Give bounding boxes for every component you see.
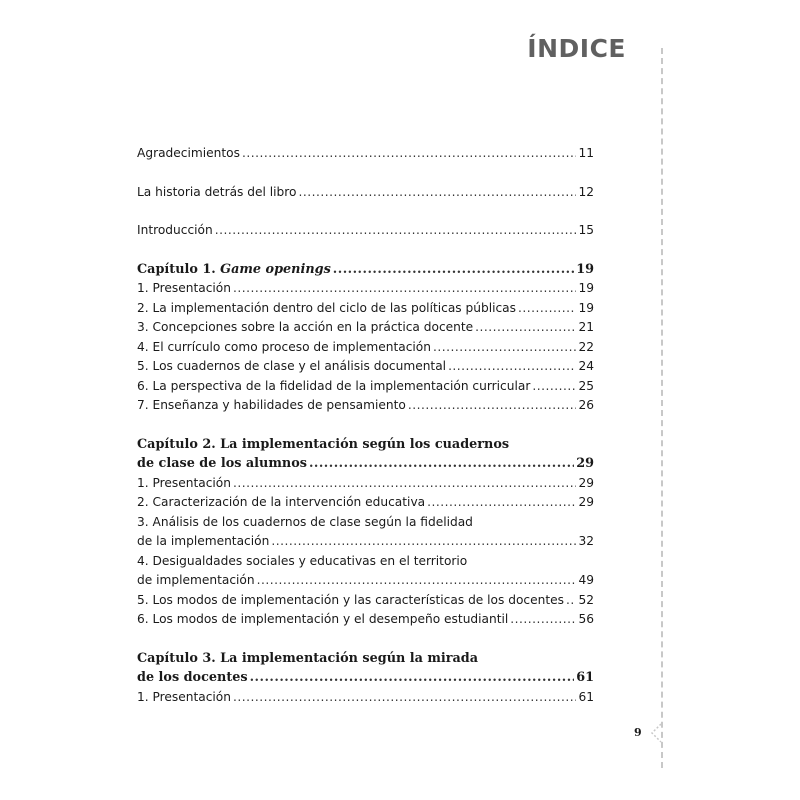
toc-entry-title: 1. Presentación (137, 475, 231, 490)
toc-leader-dots (233, 690, 577, 704)
toc-entry[interactable] (137, 573, 594, 593)
toc-entry[interactable] (137, 398, 594, 418)
chapter-title: Game openings (220, 261, 331, 277)
toc-entry-page: 52 (578, 592, 594, 607)
toc-chapter-2-line1: Capítulo 2. La implementación según los cuadernos (137, 436, 510, 452)
toc-entry[interactable] (137, 495, 594, 515)
toc-entry-page: 32 (578, 534, 594, 548)
toc-entry-page: 29 (578, 495, 594, 509)
toc-entry-page: 19 (578, 281, 594, 295)
toc-entry-page: 49 (578, 573, 594, 587)
page-edge-notch-icon (650, 723, 662, 743)
toc-entry-page: 25 (578, 378, 594, 393)
toc-leader-dots (433, 340, 576, 354)
toc-leader-dots (215, 223, 577, 237)
page-title: ÍNDICE (527, 34, 626, 63)
toc-entry-title: de implementación (137, 573, 255, 587)
chapter-title: de los docentes (137, 670, 248, 685)
table-of-contents (137, 146, 594, 709)
toc-entry-page: 24 (578, 359, 594, 373)
toc-chapter-1[interactable] (137, 262, 594, 282)
toc-entry[interactable] (137, 379, 594, 399)
toc-entry[interactable] (137, 320, 594, 340)
toc-entry-title: La historia detrás del libro (137, 184, 297, 199)
toc-entry[interactable] (137, 281, 594, 301)
toc-entry[interactable] (137, 534, 594, 554)
toc-entry[interactable] (137, 690, 594, 710)
toc-entry-page: 61 (576, 670, 594, 685)
toc-leader-dots (475, 320, 576, 334)
toc-entry-page: 19 (578, 300, 594, 315)
toc-entry[interactable] (137, 301, 594, 321)
toc-entry[interactable] (137, 359, 594, 379)
toc-entry-title: 5. Los modos de implementación y las características de los docentes (137, 592, 564, 607)
toc-entry-line1: 4. Desigualdades sociales y educativas en el territorio (137, 553, 468, 568)
toc-leader-dots (271, 534, 576, 548)
toc-entry-title: 5. Los cuadernos de clase y el análisis documental (137, 359, 447, 373)
toc-leader-dots (408, 398, 577, 412)
toc-leader-dots (299, 185, 577, 199)
toc-entry-page: 29 (576, 456, 594, 471)
toc-entry-line1: 3. Análisis de los cuadernos de clase según la fidelidad (137, 514, 473, 529)
page-number: 9 (634, 726, 642, 739)
toc-entry-title: 1. Presentación (137, 281, 231, 295)
toc-entry[interactable] (137, 593, 594, 613)
toc-entry-page: 22 (578, 339, 594, 354)
toc-leader-dots (233, 281, 577, 295)
toc-entry-page: 56 (578, 612, 594, 626)
toc-leader-dots (233, 476, 577, 490)
toc-leader-dots (427, 495, 576, 509)
toc-entry-page: 61 (578, 689, 594, 704)
toc-entry-page: 19 (576, 261, 594, 277)
toc-entry-page: 15 (578, 223, 594, 237)
toc-entry-title: Agradecimientos (137, 146, 240, 160)
toc-entry-page: 21 (578, 320, 594, 334)
toc-leader-dots (257, 573, 577, 587)
toc-leader-dots (518, 301, 576, 315)
toc-chapter-3[interactable] (137, 670, 594, 690)
chapter-prefix: Capítulo 1. (137, 261, 221, 277)
toc-entry[interactable] (137, 612, 594, 632)
toc-leader-dots (532, 379, 576, 393)
toc-entry-agradecimientos[interactable] (137, 146, 594, 166)
toc-leader-dots (510, 612, 576, 626)
toc-entry-introduccion[interactable] (137, 223, 594, 243)
toc-entry-page: 26 (578, 398, 594, 412)
toc-entry-title: 2. Caracterización de la intervención educativa (137, 495, 426, 509)
toc-entry-title: 6. La perspectiva de la fidelidad de la implementación curricular (137, 378, 531, 393)
toc-leader-dots (242, 146, 577, 160)
toc-leader-dots (333, 262, 574, 277)
toc-entry-title: 3. Concepciones sobre la acción en la práctica docente (137, 320, 474, 334)
chapter-title: de clase de los alumnos (137, 456, 307, 471)
toc-entry-page: 29 (578, 475, 594, 490)
toc-leader-dots (309, 456, 574, 471)
toc-leader-dots (448, 359, 576, 373)
toc-entry-title: de la implementación (137, 534, 270, 548)
toc-entry-page: 11 (578, 146, 594, 160)
toc-entry-title: Introducción (137, 223, 213, 237)
toc-leader-dots (250, 670, 575, 685)
toc-leader-dots (566, 593, 576, 607)
toc-entry-title: 6. Los modos de implementación y el desempeño estudiantil (137, 612, 509, 626)
toc-entry-title: 2. La implementación dentro del ciclo de las políticas públicas (137, 300, 517, 315)
toc-entry-title: 1. Presentación (137, 689, 231, 704)
toc-entry[interactable] (137, 476, 594, 496)
toc-entry-page: 12 (578, 184, 594, 199)
toc-entry[interactable] (137, 340, 594, 360)
toc-entry-title: 4. El currículo como proceso de implementación (137, 339, 431, 354)
toc-entry-title: 7. Enseñanza y habilidades de pensamiento (137, 398, 406, 412)
toc-entry-historia[interactable] (137, 185, 594, 205)
toc-chapter-3-line1: Capítulo 3. La implementación según la mirada (137, 650, 479, 666)
page-edge-dashed-line (661, 48, 663, 768)
toc-chapter-2[interactable] (137, 456, 594, 476)
